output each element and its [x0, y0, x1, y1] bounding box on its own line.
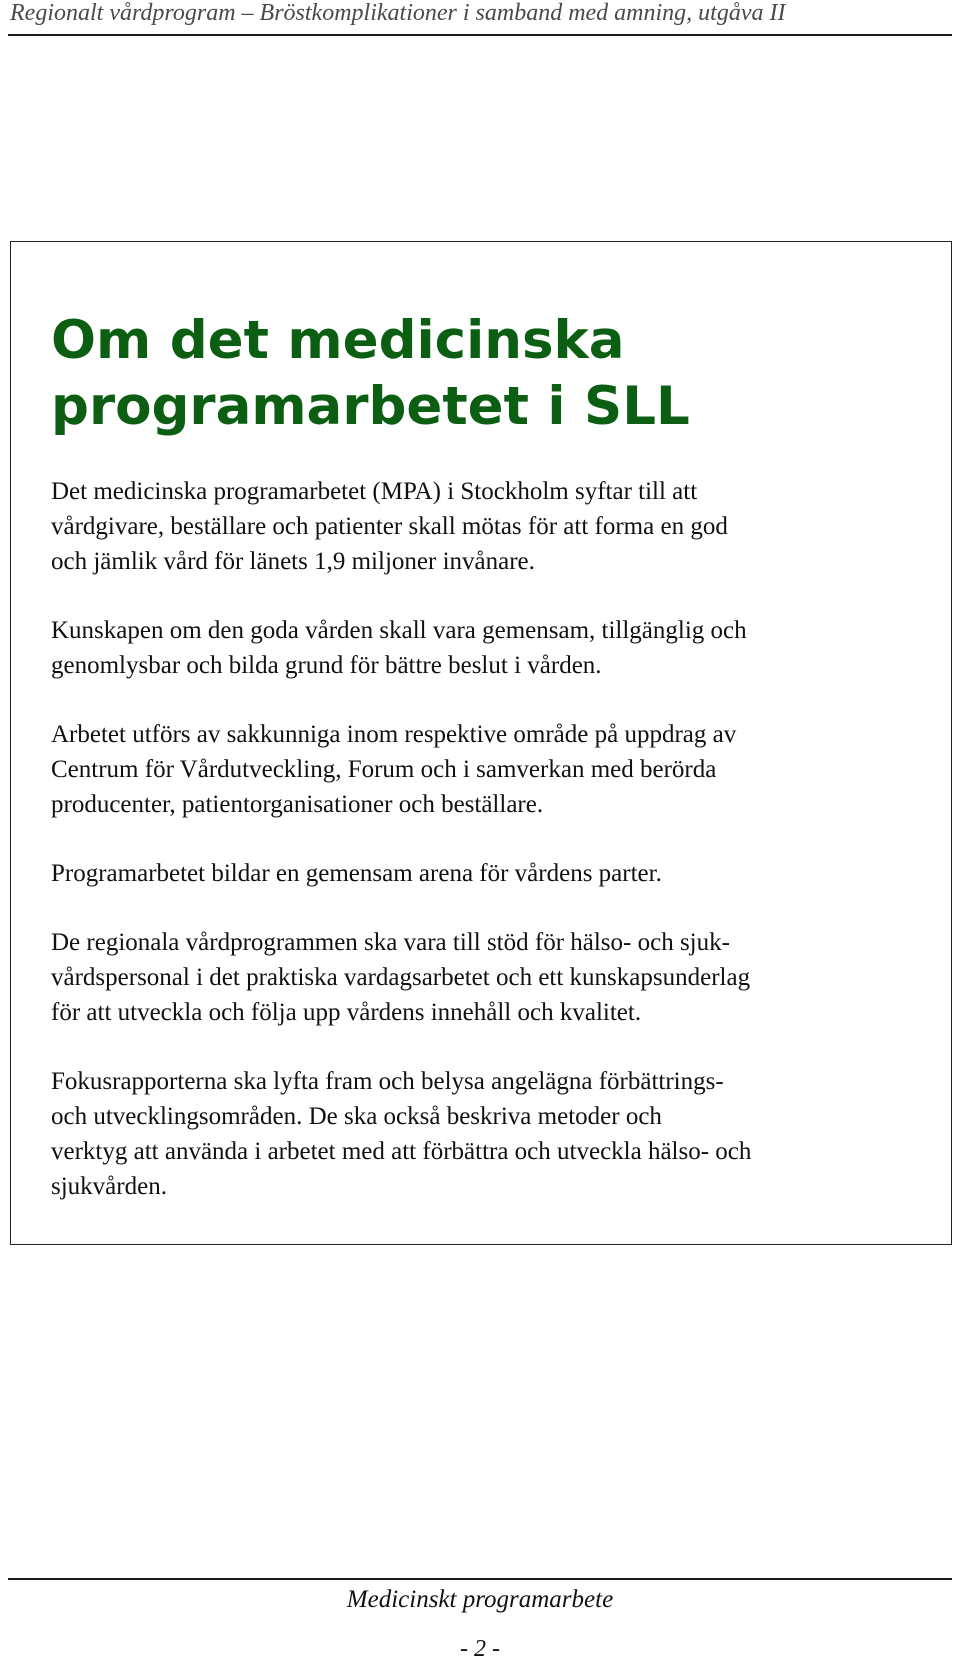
- page-title-line: programarbetet i SLL: [51, 376, 690, 437]
- text-line: för att utveckla och följa upp vårdens innehåll och kvalitet.: [51, 999, 642, 1026]
- text-line: vårdgivare, beställare och patienter skall mötas för att forma en god: [51, 513, 728, 540]
- body-text: [51, 474, 921, 1238]
- running-header-title: Regionalt vårdprogram – Bröstkomplikationer i samband med amning, utgåva II: [10, 0, 786, 26]
- text-line: verktyg att använda i arbetet med att förbättra och utveckla hälso- och: [51, 1138, 752, 1165]
- text-line: och jämlik vård för länets 1,9 miljoner invånare.: [51, 548, 535, 575]
- paragraph-arena: [51, 856, 921, 891]
- page-title: [51, 308, 911, 440]
- text-line: genomlysbar och bilda grund för bättre beslut i vården.: [51, 652, 602, 679]
- text-line: och utvecklingsområden. De ska också beskriva metoder och: [51, 1103, 662, 1130]
- text-line: producenter, patientorganisationer och beställare.: [51, 791, 544, 818]
- page-number: - 2 -: [460, 1636, 500, 1662]
- running-footer: [8, 1578, 952, 1662]
- text-line: Det medicinska programarbetet (MPA) i Stockholm syftar till att: [51, 478, 698, 505]
- paragraph-care-programs: [51, 925, 921, 1030]
- text-line: Programarbetet bildar en gemensam arena för vårdens parter.: [51, 860, 662, 887]
- running-header: [8, 0, 952, 36]
- paragraph-focus-reports: [51, 1064, 921, 1204]
- text-line: Fokusrapporterna ska lyfta fram och belysa angelägna förbättrings-: [51, 1068, 724, 1095]
- footer-title: Medicinskt programarbete: [346, 1586, 614, 1613]
- text-line: sjukvården.: [51, 1173, 167, 1200]
- text-line: Centrum för Vårdutveckling, Forum och i samverkan med berörda: [51, 756, 717, 783]
- content-box: [10, 241, 952, 1245]
- paragraph-mpa-purpose: [51, 474, 921, 579]
- text-line: Kunskapen om den goda vården skall vara gemensam, tillgänglig och: [51, 617, 747, 644]
- text-line: vårdspersonal i det praktiska vardagsarbetet och ett kunskapsunderlag: [51, 964, 751, 991]
- text-line: Arbetet utförs av sakkunniga inom respektive område på uppdrag av: [51, 721, 737, 748]
- paragraph-knowledge: [51, 613, 921, 683]
- paragraph-work: [51, 717, 921, 822]
- text-line: De regionala vårdprogrammen ska vara till stöd för hälso- och sjuk-: [51, 929, 730, 956]
- page-title-line: Om det medicinska: [51, 310, 625, 371]
